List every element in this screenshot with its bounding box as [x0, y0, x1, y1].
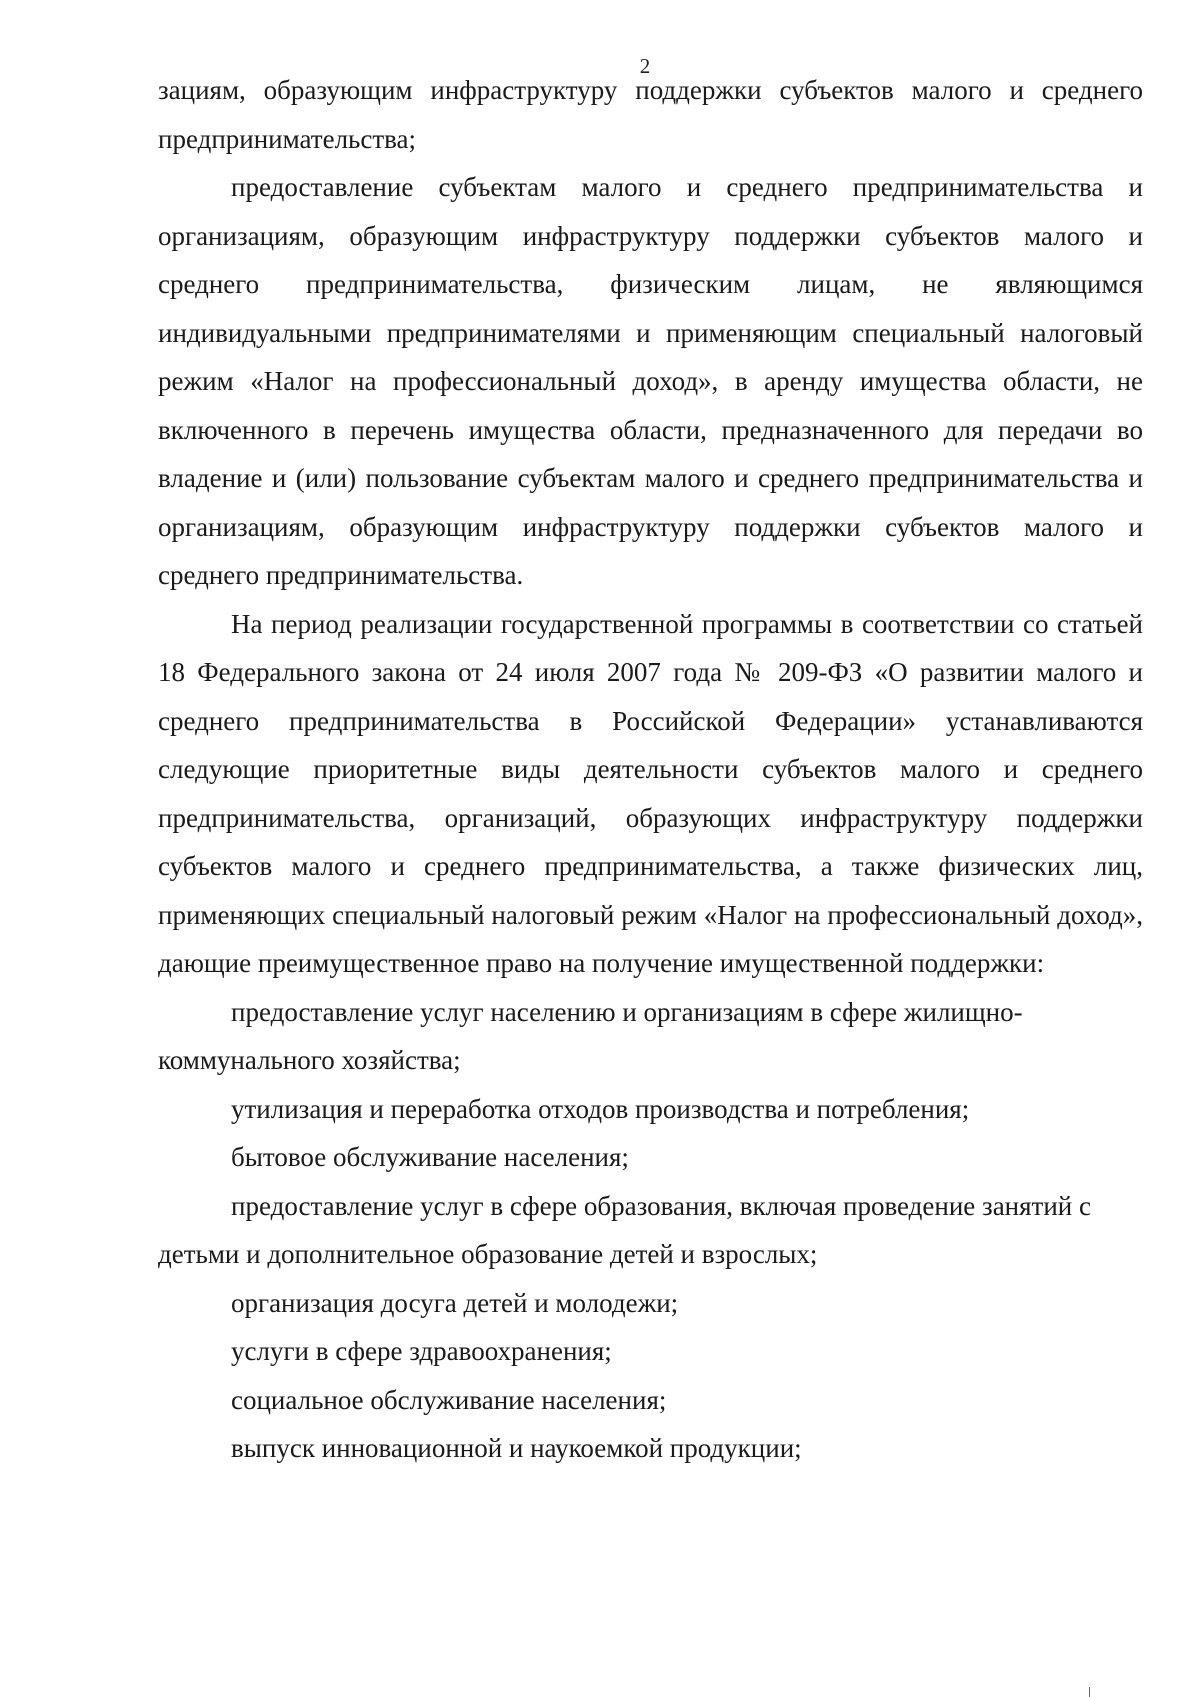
list-item: бытовое обслуживание населения;	[231, 1142, 629, 1172]
document-body	[158, 66, 1143, 1473]
paragraph-property-lease: предоставление субъектам малого и среднего предпринимательства и организациям, образующим инфраструктуру поддержки субъектов малого и среднего предпринимательства, физическим лицам, не являющимся индивидуальными предпринимателями и применяющим специальный налоговый режим «Налог на профессиональный доход», в аренду имущества области, не включенного в перечень имущества области, предназначенного для передачи во владение и (или) пользование субъектам малого и среднего предпринимательства и организациям, образующим инфраструктуру поддержки субъектов малого и среднего предпринимательства.	[158, 172, 1143, 590]
priority-activity-list	[158, 988, 1143, 1473]
list-item: утилизация и переработка отходов производства и потребления;	[231, 1093, 970, 1124]
scan-mark	[1089, 1687, 1090, 1697]
list-item: социальное обслуживание населения;	[231, 1384, 667, 1415]
list-item: услуги в сфере здравоохранения;	[231, 1336, 612, 1366]
page-number: 2	[639, 54, 651, 78]
list-item: организация досуга детей и молодежи;	[231, 1287, 679, 1318]
paragraph-continuation: зациям, образующим инфраструктуру поддержки субъектов малого и среднего предпринимательства;	[158, 75, 1143, 154]
paragraph-priority-intro: На период реализации государственной программы в соответствии со статьей 18 Федерального закона от 24 июля 2007 года № 209-ФЗ «О развитии малого и среднего предпринимательства в Российской Федерации» устанавливаются следующие приоритетные виды деятельности субъектов малого и среднего предпринимательства, организаций, образующих инфраструктуру поддержки субъектов малого и среднего предпринимательства, а также физических лиц, применяющих специальный налоговый режим «Налог на профессиональный доход», дающие преимущественное право на получение имущественной поддержки:	[158, 608, 1143, 978]
list-item: предоставление услуг населению и организациям в сфере жилищно-коммунального хозяйства;	[158, 996, 1023, 1075]
list-item: выпуск инновационной и наукоемкой продукции;	[231, 1433, 802, 1463]
list-item: предоставление услуг в сфере образования, включая проведение занятий с детьми и дополнительное образование детей и взрослых;	[158, 1190, 1091, 1269]
